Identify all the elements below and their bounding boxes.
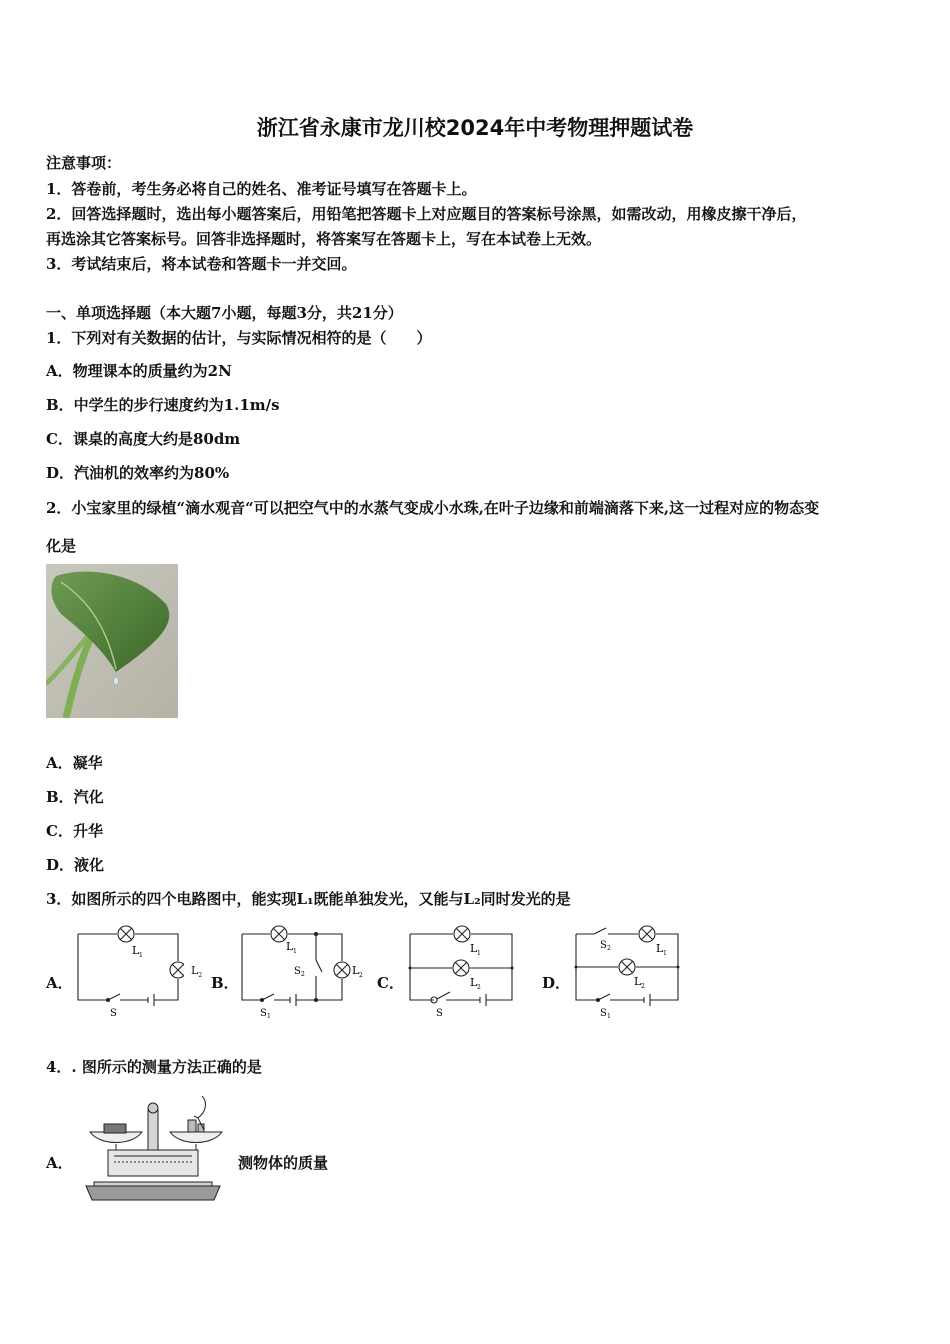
svg-text:S: S xyxy=(600,940,607,951)
svg-text:S: S xyxy=(600,1008,607,1019)
section-heading: 一、单项选择题（本大题7小题，每题3分，共21分） xyxy=(46,304,403,322)
svg-text:2: 2 xyxy=(301,971,305,978)
q2-option-d: D．液化 xyxy=(46,856,105,874)
q3-option-d-letter: D． xyxy=(542,974,571,992)
label-s2: S xyxy=(294,966,301,977)
svg-text:L: L xyxy=(656,942,664,955)
svg-text:1: 1 xyxy=(477,950,481,957)
q2-stem: 2．小宝家里的绿植“滴水观音“可以把空气中的水蒸气变成小水珠,在叶子边缘和前端滴落下来,这一过程对应的物态变 xyxy=(46,499,820,517)
notice-item: 3．考试结束后，将本试卷和答题卡一并交回。 xyxy=(46,255,357,273)
notice-item: 再选涂其它答案标号。回答非选择题时，将答案写在答题卡上，写在本试卷上无效。 xyxy=(46,230,602,248)
q2-stem-cont: 化是 xyxy=(46,537,77,555)
q3-option-c-letter: C． xyxy=(377,974,404,992)
svg-text:L: L xyxy=(470,976,478,989)
svg-text:2: 2 xyxy=(607,945,611,952)
notice-item: 1．答卷前，考生务必将自己的姓名、准考证号填写在答题卡上。 xyxy=(46,180,477,198)
q1-option-a: A．物理课本的质量约为2N xyxy=(46,362,232,380)
q1-option-b: B．中学生的步行速度约为1.1m/s xyxy=(46,396,280,414)
circuit-b-diagram xyxy=(238,924,370,1020)
svg-text:2: 2 xyxy=(477,984,481,991)
svg-text:1: 1 xyxy=(607,1013,611,1020)
label-s: S xyxy=(110,1008,117,1019)
svg-text:L: L xyxy=(470,942,478,955)
label-l1: L xyxy=(286,940,294,953)
svg-text:1: 1 xyxy=(663,950,667,957)
q2-option-a: A．凝华 xyxy=(46,754,103,772)
exam-title: 浙江省永康市龙川校2024年中考物理押题试卷 xyxy=(256,116,694,140)
q2-option-b: B．汽化 xyxy=(46,788,104,806)
plant-leaf-image xyxy=(46,564,178,718)
q3-stem: 3．如图所示的四个电路图中，能实现L₁既能单独发光，又能与L₂同时发光的是 xyxy=(46,890,571,908)
label-l1: L xyxy=(132,944,140,957)
notice-heading: 注意事项： xyxy=(46,154,122,172)
circuit-a-diagram xyxy=(74,924,184,1020)
circuit-d-diagram xyxy=(570,918,686,1020)
q4-option-a-text: 测物体的质量 xyxy=(238,1154,329,1172)
svg-text:1: 1 xyxy=(293,948,297,955)
label-sub: 1 xyxy=(139,952,143,959)
q1-option-d: D．汽油机的效率约为80% xyxy=(46,464,230,482)
q3-option-b-letter: B． xyxy=(211,974,239,992)
svg-text:S: S xyxy=(436,1008,443,1019)
q1-option-c: C．课桌的高度大约是80dm xyxy=(46,430,241,448)
svg-text:2: 2 xyxy=(641,983,645,990)
q4-stem: 4．. 图所示的测量方法正确的是 xyxy=(46,1058,262,1076)
svg-text:1: 1 xyxy=(267,1013,271,1020)
label-s1: S xyxy=(260,1008,267,1019)
circuit-a-l2-label: $L_2$ xyxy=(191,964,203,980)
q4-option-a-letter: A． xyxy=(46,1154,73,1172)
svg-text:L: L xyxy=(634,975,642,988)
svg-text:2: 2 xyxy=(359,972,363,979)
q2-option-c: C．升华 xyxy=(46,822,103,840)
balance-scale-image xyxy=(80,1090,228,1202)
q3-option-a-letter: A． xyxy=(46,974,73,992)
label-l2: L xyxy=(352,964,360,977)
circuit-c-diagram xyxy=(406,924,518,1020)
q1-stem: 1．下列对有关数据的估计，与实际情况相符的是（ ） xyxy=(46,329,432,347)
notice-item: 2．回答选择题时，选出每小题答案后，用铅笔把答题卡上对应题目的答案标号涂黑，如需改动，用橡皮擦干净后， xyxy=(46,205,807,223)
